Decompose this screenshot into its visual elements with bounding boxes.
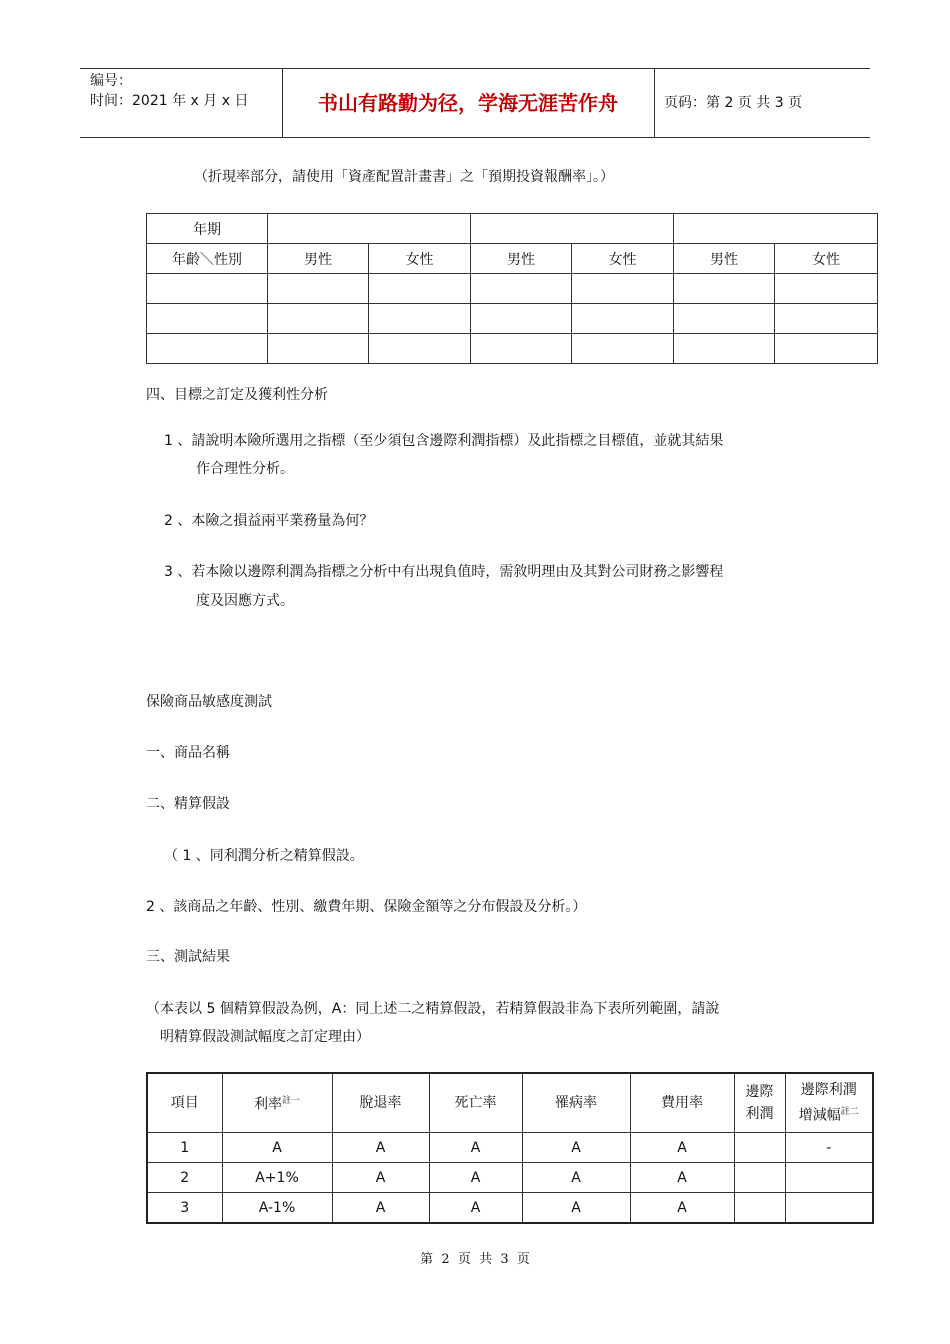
cell-mortality: A [429, 1163, 522, 1193]
gender-header: 女性 [775, 244, 878, 274]
gender-header: 男性 [674, 244, 775, 274]
table-cell [268, 274, 369, 304]
cell-item: 3 [147, 1193, 222, 1224]
table-row [147, 214, 878, 244]
cell-lapse: A [332, 1163, 429, 1193]
cell-rate: A-1% [222, 1193, 332, 1224]
col-margin-line1: 邊際 [745, 1084, 774, 1100]
cell-morbidity: A [522, 1193, 630, 1224]
table-cell [775, 334, 878, 364]
table-cell [674, 274, 775, 304]
table-cell [674, 214, 878, 244]
header-divider [654, 69, 655, 137]
rate-note-mark: 註一 [281, 1096, 300, 1107]
cell-change [785, 1193, 873, 1224]
cell-change [785, 1163, 873, 1193]
table-cell [572, 334, 674, 364]
col-lapse: 脫退率 [332, 1073, 429, 1133]
section4-heading: 四、目標之訂定及獲利性分析 [146, 387, 328, 403]
section4-item3-line2: 度及因應方式。 [196, 593, 294, 609]
table-row [147, 334, 878, 364]
table-cell [775, 304, 878, 334]
sensitivity-note-line1: （本表以 5 個精算假設為例，A：同上述二之精算假設，若精算假設非為下表所列範圍，請說 [146, 1001, 720, 1017]
page-footer: 第 2 页 共 3 页 [420, 1252, 530, 1267]
sensitivity-title: 保險商品敏感度測試 [146, 694, 272, 710]
section4-item1-line2: 作合理性分析。 [196, 461, 294, 477]
col-rate-label: 利率 [253, 1096, 282, 1113]
gender-header: 女性 [369, 244, 471, 274]
section4-item2: 2 、本險之損益兩平業務量為何？ [164, 513, 374, 529]
header-page-info: 页码：第 2 页 共 3 页 [664, 95, 803, 111]
sensitivity-table [146, 1072, 874, 1224]
header-meta [90, 71, 248, 111]
table-cell [471, 214, 674, 244]
cell-rate: A+1% [222, 1163, 332, 1193]
cell-morbidity: A [522, 1163, 630, 1193]
table-cell [369, 274, 471, 304]
col-change-label: 增減幅 [798, 1107, 841, 1124]
sensitivity-note-line2: 明精算假設測試幅度之訂定理由） [160, 1029, 370, 1045]
table-cell [147, 274, 268, 304]
table-cell [471, 334, 572, 364]
table-cell [268, 334, 369, 364]
table-cell [471, 274, 572, 304]
cell-expense: A [630, 1163, 734, 1193]
header-motto: 书山有路勤为径，学海无涯苦作舟 [318, 91, 618, 115]
change-note-mark: 註二 [840, 1107, 859, 1118]
cell-mortality: A [429, 1133, 522, 1163]
col-change-line1: 邊際利潤 [800, 1082, 857, 1099]
age-gender-label: 年齡＼性別 [147, 244, 268, 274]
cell-expense: A [630, 1193, 734, 1224]
number-label: 编号： [90, 73, 132, 89]
sensitivity-s2-item1: （ 1 、同利潤分析之精算假設。 [164, 848, 364, 864]
section4-item3-line1: 3 、若本險以邊際利潤為指標之分析中有出現負值時，需敘明理由及其對公司財務之影響程 [164, 564, 724, 580]
col-item: 項目 [147, 1073, 222, 1133]
cell-expense: A [630, 1133, 734, 1163]
table-cell [268, 214, 471, 244]
gender-header: 男性 [268, 244, 369, 274]
table-cell [147, 334, 268, 364]
gender-header: 女性 [572, 244, 674, 274]
sensitivity-s2: 二、精算假設 [146, 796, 230, 812]
table-row [147, 274, 878, 304]
sensitivity-s1: 一、商品名稱 [146, 745, 230, 761]
section4-item1-line1: 1 、請說明本險所選用之指標（至少須包含邊際利潤指標）及此指標之目標值，並就其結果 [164, 433, 724, 449]
table-row [147, 244, 878, 274]
gender-header: 男性 [471, 244, 572, 274]
document-header [80, 68, 870, 138]
table-cell [674, 304, 775, 334]
table-row [147, 1163, 873, 1193]
table-row [147, 304, 878, 334]
col-change [785, 1073, 873, 1133]
cell-change: - [785, 1133, 873, 1163]
col-change-line2 [786, 1101, 873, 1127]
col-mortality: 死亡率 [429, 1073, 522, 1133]
table-row [147, 1133, 873, 1163]
table-cell [369, 334, 471, 364]
cell-margin [734, 1163, 785, 1193]
table-cell [268, 304, 369, 334]
col-rate [222, 1073, 332, 1133]
discount-note: （折現率部分，請使用「資產配置計畫書」之「預期投資報酬率」。） [194, 169, 614, 185]
table-cell [775, 274, 878, 304]
table-cell [369, 304, 471, 334]
time-label: 时间：2021 年 x 月 x 日 [90, 93, 249, 109]
sensitivity-s2-item2: 2 、該商品之年齡、性別、繳費年期、保險金額等之分布假設及分析。） [146, 899, 587, 915]
col-margin-line2: 利潤 [745, 1106, 774, 1122]
cell-rate: A [222, 1133, 332, 1163]
year-label: 年期 [147, 214, 268, 244]
age-gender-table [146, 213, 878, 364]
col-margin [734, 1073, 785, 1133]
cell-item: 1 [147, 1133, 222, 1163]
cell-margin [734, 1193, 785, 1224]
cell-lapse: A [332, 1133, 429, 1163]
col-morbidity: 罹病率 [522, 1073, 630, 1133]
table-header-row [147, 1073, 873, 1133]
cell-margin [734, 1133, 785, 1163]
cell-morbidity: A [522, 1133, 630, 1163]
table-cell [674, 334, 775, 364]
table-cell [572, 274, 674, 304]
sensitivity-s3: 三、測試結果 [146, 949, 230, 965]
table-cell [147, 304, 268, 334]
table-cell [471, 304, 572, 334]
cell-item: 2 [147, 1163, 222, 1193]
col-expense: 費用率 [630, 1073, 734, 1133]
table-cell [572, 304, 674, 334]
cell-lapse: A [332, 1193, 429, 1224]
table-row [147, 1193, 873, 1224]
cell-mortality: A [429, 1193, 522, 1224]
